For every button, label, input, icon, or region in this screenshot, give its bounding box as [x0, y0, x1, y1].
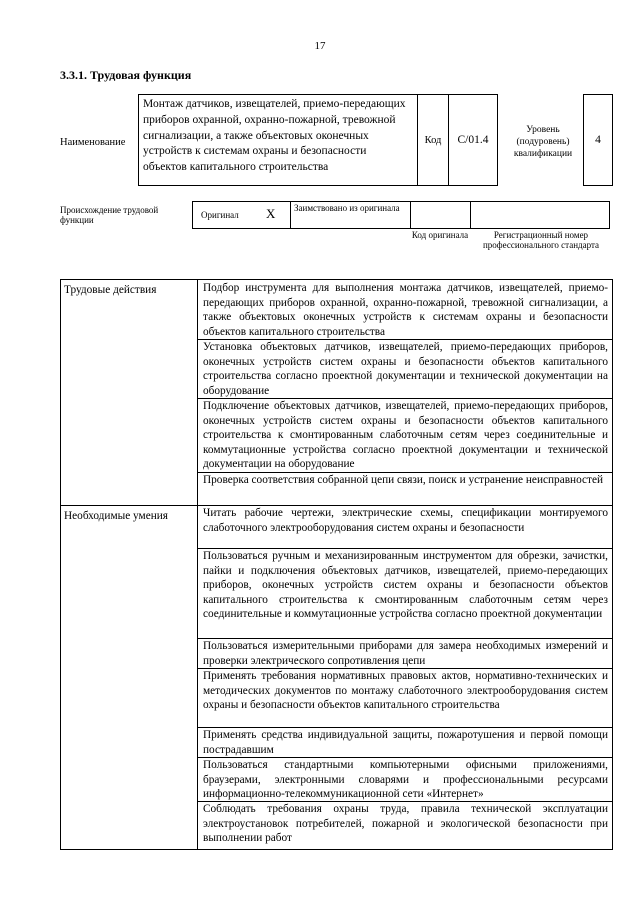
code-original-caption: Код оригинала [411, 230, 469, 240]
skill-item: Читать рабочие чертежи, электрические схемы, спецификации монтируемого слаботочного электрооборудования систем охраны и безопасности [203, 507, 608, 534]
skill-item: Пользоваться ручным и механизированным инструментом для обрезки, зачистки, пайки и подключения объектовых датчиков, извещателей, приемо-передающих приборов, оконечных устройств систем охраны и безопасности объектов капитального строительства к смонтированным слаботочным сетям через соединительные и коммутационные устройства согласно проектной документации [203, 550, 608, 621]
name-value: Монтаж датчиков, извещателей, приемо-передающих приборов охранной, охранно-пожарной, тревожной сигнализации, а также объектовых оконечных устройств к системам охраны и безопасности объектов капитального строительства [138, 94, 418, 186]
skill-item: Пользоваться стандартными компьютерными офисными приложениями, браузерами, электронными словарями и профессиональными ресурсами информационно-телекоммуникационной сети «Интернет» [203, 759, 608, 801]
skill-item: Пользоваться измерительными приборами для замера необходимых измерений и проверки электрического сопротивления цепи [203, 640, 608, 667]
reg-number-caption: Регистрационный номер профессионального стандарта [482, 230, 600, 250]
borrowed-label: Заимствовано из оригинала [294, 203, 400, 213]
level-value: 4 [583, 94, 613, 186]
original-mark: X [266, 206, 276, 221]
code-value: C/01.4 [448, 94, 498, 186]
labor-action-item: Подбор инструмента для выполнения монтажа датчиков, извещателей, приемо-передающих приборов охранной, охранно-пожарной, тревожной сигнализации, а также объектовых оконечных устройств к системам охраны и безопасности объектов капитального строительства [203, 282, 608, 338]
code-label: Код [418, 94, 448, 186]
original-label: Оригинал [201, 210, 239, 220]
labor-action-item: Проверка соответствия собранной цепи связи, поиск и устранение неисправностей [203, 474, 604, 486]
required-skills-label: Необходимые умения [64, 510, 168, 522]
level-label: Уровень (подуровень) квалификации [513, 125, 573, 159]
page-number: 17 [314, 40, 326, 52]
labor-action-item: Подключение объектовых датчиков, извещателей, приемо-передающих приборов, оконечных устройств систем охраны и безопасности объектов капитального строительства к смонтированным слаботочным сетям через соединительные и коммутационные устройства согласно проектной документации и технической документации на оборудование [203, 400, 608, 471]
labor-actions-label: Трудовые действия [64, 284, 157, 296]
origin-label: Происхождение трудовой функции [60, 205, 159, 225]
section-title: 3.3.1. Трудовая функция [60, 68, 192, 82]
skill-item: Соблюдать требования охраны труда, правила технической эксплуатации электроустановок потребителей, пожарной и экологической безопасности при выполнении работ [203, 803, 608, 845]
skill-item: Применять требования нормативных правовых актов, нормативно-технических и методических документов по монтажу слаботочного электрооборудования систем охраны и безопасности объектов капитального строительства [203, 670, 608, 712]
labor-action-item: Установка объектовых датчиков, извещателей, приемо-передающих приборов, оконечных устройств систем охраны и безопасности объектов капитального строительства согласно проектной документации и технической документации на оборудование [203, 341, 608, 397]
name-label: Наименование [60, 137, 126, 148]
skill-item: Применять средства индивидуальной защиты, пожаротушения и первой помощи пострадавшим [203, 729, 608, 756]
